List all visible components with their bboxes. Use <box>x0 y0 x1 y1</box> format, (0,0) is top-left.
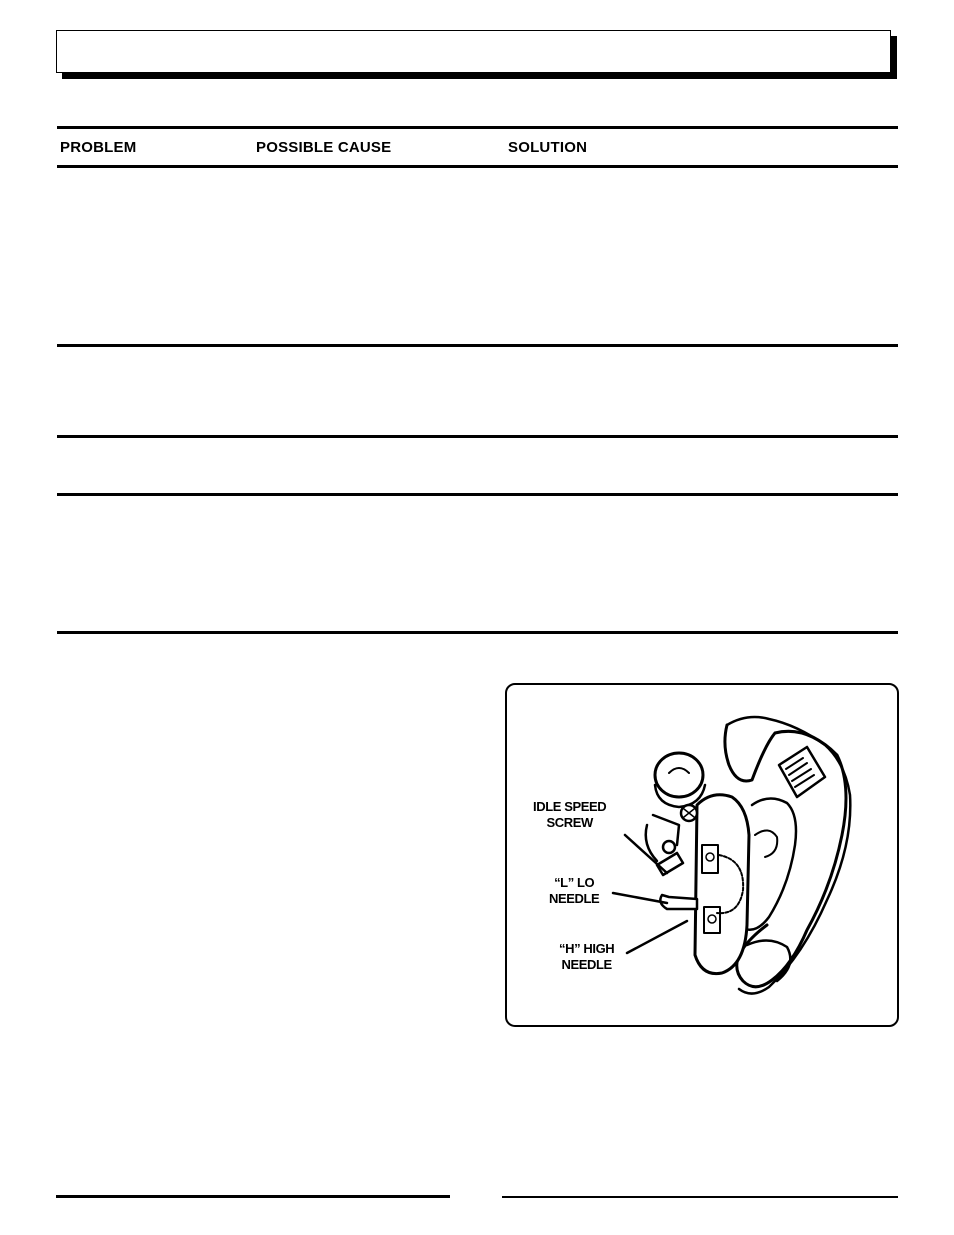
idle-speed-screw-label: IDLE SPEED SCREW <box>533 799 607 830</box>
header-bottom-rule <box>57 165 898 168</box>
high-needle-label: “H” HIGH NEEDLE <box>559 941 615 972</box>
column-header-problem: PROBLEM <box>60 139 137 156</box>
carburetor-figure <box>505 683 899 1027</box>
column-header-possible-cause: POSSIBLE CAUSE <box>256 139 392 156</box>
footer-rule-left <box>56 1195 450 1198</box>
lo-needle-label: “L” LO NEEDLE <box>549 875 600 906</box>
table-top-rule <box>57 126 898 129</box>
row-divider <box>57 344 898 347</box>
table-bottom-rule <box>57 631 898 634</box>
row-divider <box>57 435 898 438</box>
carburetor-illustration <box>507 685 897 1025</box>
row-divider <box>57 493 898 496</box>
column-header-solution: SOLUTION <box>508 139 588 156</box>
page-title-box <box>56 30 891 73</box>
footer-rule-right <box>502 1196 898 1198</box>
